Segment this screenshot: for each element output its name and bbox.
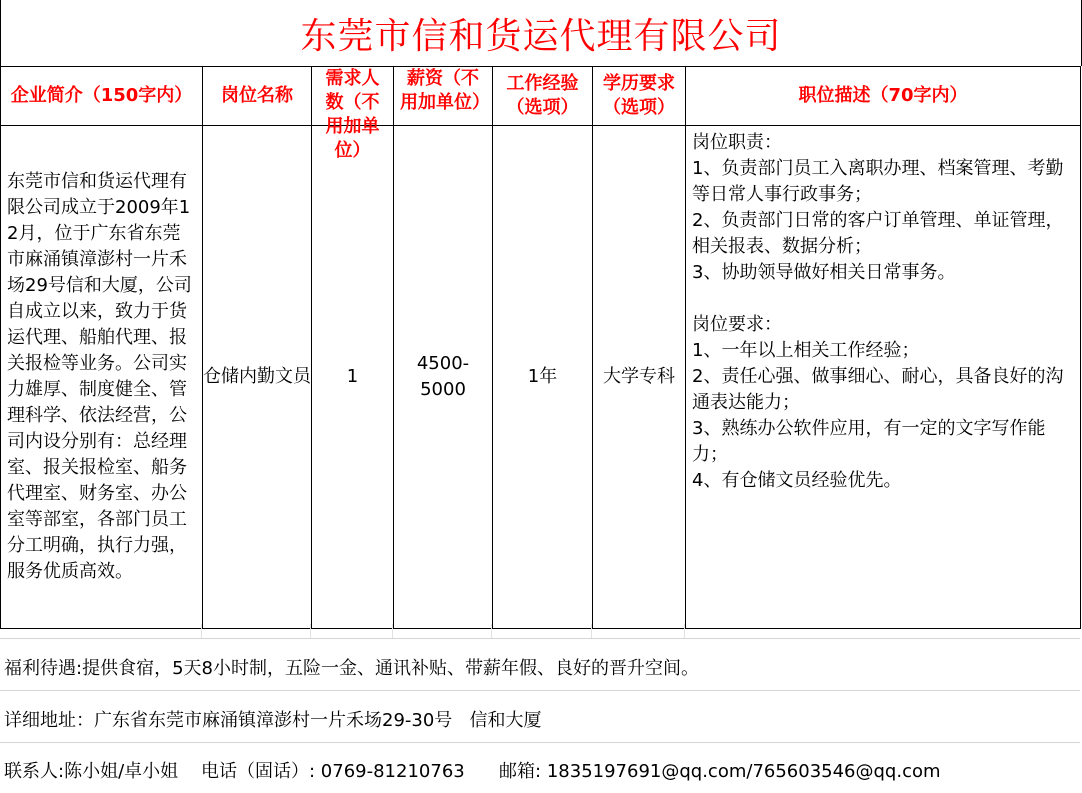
headcount: 1 [312,126,394,629]
requirement-title: 岗位要求： [692,314,782,335]
header-row [1,67,1081,126]
requirement-item: 1、一年以上相关工作经验； [692,340,920,361]
table-row [1,126,1081,629]
duty-item: 3、协助领导做好相关日常事务。 [692,262,956,283]
job-table [0,66,1081,629]
address-text: 详细地址：广东省东莞市麻涌镇漳澎村一片禾场29-30号 信和大厦 [4,710,542,731]
empty-grid-row [0,624,1080,638]
company-intro: 东莞市信和货运代理有限公司成立于2009年12月，位于广东省东莞市麻涌镇漳澎村一片禾场29号信和大厦，公司自成立以来，致力于货运代理、船舶代理、报关报检等业务。公司实力雄厚、制度健全、管理科学、依法经营，公司内设分别有：总经理室、报关报检室、船务代理室、财务室、办公室等部室，各部门员工分工明确，执行力强，服务优质高效。 [1,126,203,629]
company-title: 东莞市信和货运代理有限公司 [0,0,1082,66]
requirement-item: 4、有仓储文员经验优先。 [692,470,902,491]
duty-item: 2、负责部门日常的客户订单管理、单证管理，相关报表、数据分析； [692,210,1064,257]
experience: 1年 [493,126,593,629]
header-description: 职位描述（70字内） [686,67,1081,126]
duty-title: 岗位职责： [692,132,782,153]
requirement-item: 3、熟练办公软件应用，有一定的文字写作能力； [692,418,1046,465]
position-name: 仓储内勤文员 [203,126,312,629]
grid-line [0,742,1080,743]
salary: 4500-5000 [394,126,493,629]
job-description [686,126,1081,629]
benefits-text: 福利待遇:提供食宿，5天8小时制，五险一金、通讯补贴、带薪年假、良好的晋升空间。 [4,658,699,679]
grid-line [0,690,1080,691]
education: 大学专科 [593,126,686,629]
header-intro: 企业简介（150字内） [1,67,203,126]
grid-line [0,638,1080,639]
header-position: 岗位名称 [203,67,312,126]
header-education: 学历要求（选项） [593,67,686,126]
header-salary: 薪资（不用加单位） [394,67,493,126]
header-experience: 工作经验（选项） [493,67,593,126]
requirement-item: 2、责任心强、做事细心、耐心，具备良好的沟通表达能力； [692,366,1064,413]
contact-text: 联系人:陈小姐/卓小姐 电话（固话）: 0769-81210763 邮箱: 1835197691@qq.com/765603546@qq.com [4,761,941,782]
duty-item: 1、负责部门员工入离职办理、档案管理、考勤等日常人事行政事务； [692,158,1064,205]
header-headcount: 需求人数（不用加单位） [312,67,394,126]
